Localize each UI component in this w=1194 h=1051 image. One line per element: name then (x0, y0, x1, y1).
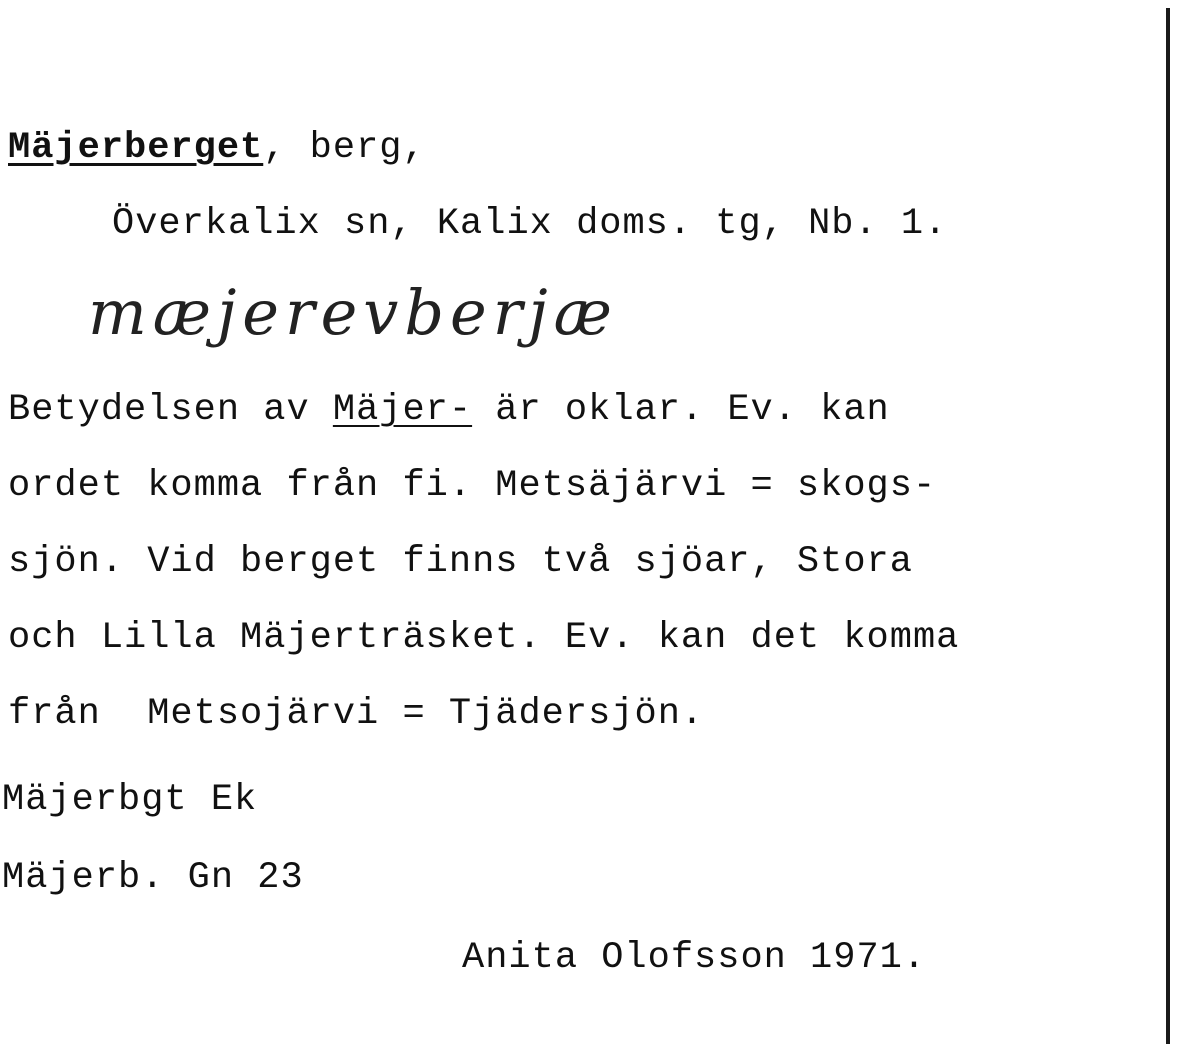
handwritten-pronunciation: mæjerevberjæ (88, 276, 618, 349)
entry-type: , berg, (263, 127, 426, 169)
commentary-line-5: från Metsojärvi = Tjädersjön. (8, 693, 705, 735)
commentary-line-4: och Lilla Mäjerträsket. Ev. kan det komma (8, 617, 960, 659)
source-line-2: Mäjerb. Gn 23 (2, 857, 304, 899)
commentary-line-3: sjön. Vid berget finns två sjöar, Stora (8, 541, 913, 583)
commentary-line-1 (8, 388, 890, 432)
headword: Mäjerberget (8, 127, 264, 169)
source-line-1: Mäjerbgt Ek (2, 779, 258, 821)
entry-heading (8, 126, 426, 170)
underlined-term: Mäjer- (332, 389, 473, 431)
commentary-line-2: ordet komma från fi. Metsäjärvi = skogs- (8, 465, 937, 507)
card-edge-line (1166, 8, 1170, 1044)
signature: Anita Olofsson 1971. (462, 937, 927, 979)
commentary-text: Betydelsen av (8, 389, 333, 431)
commentary-text: är oklar. Ev. kan (472, 389, 890, 431)
entry-location: Överkalix sn, Kalix doms. tg, Nb. 1. (112, 203, 948, 245)
